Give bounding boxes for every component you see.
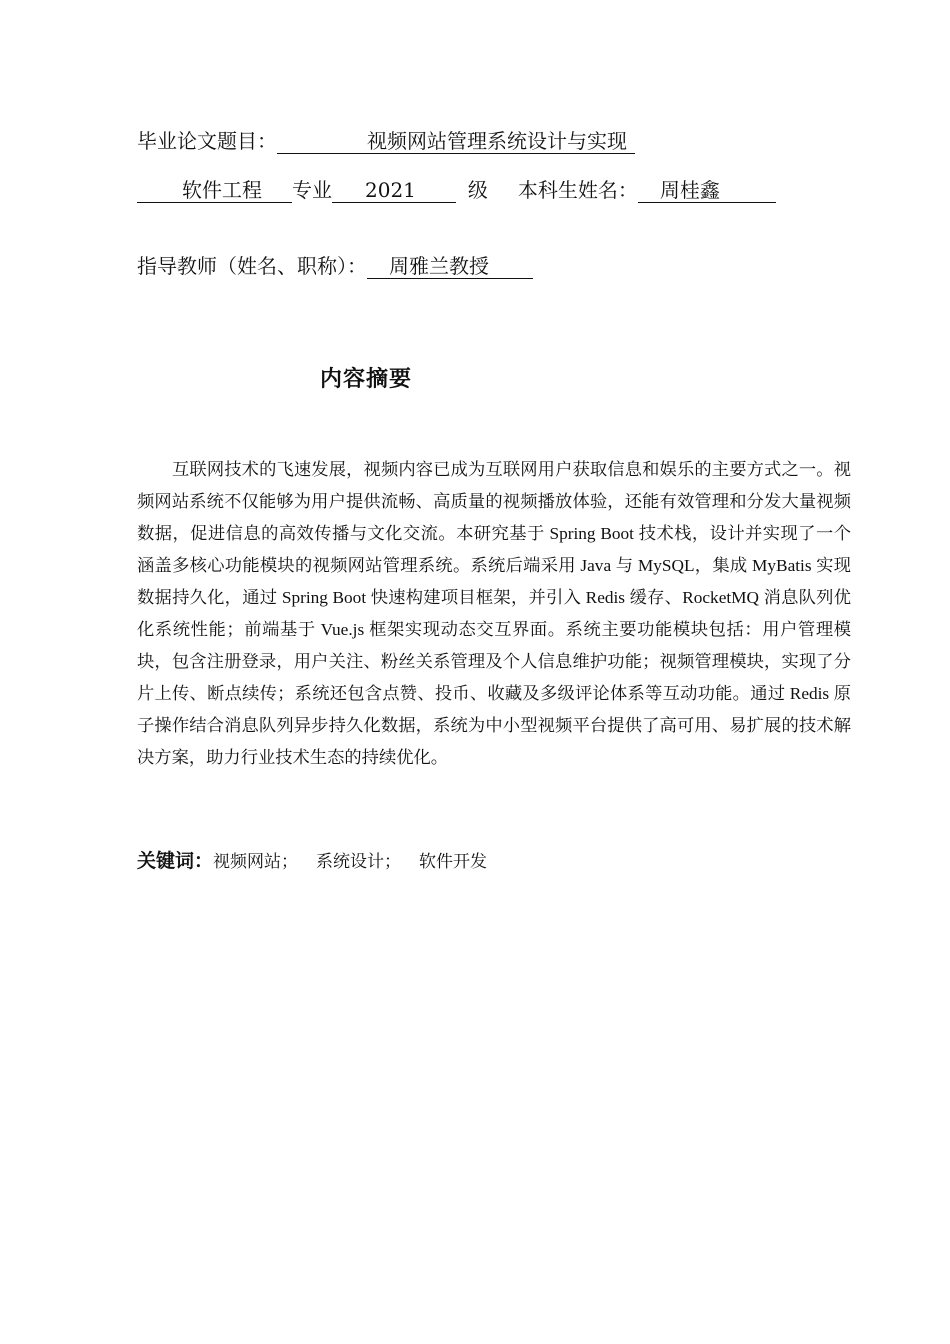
advisor-value: 周雅兰教授 [367,254,533,279]
student-name-value: 周桂鑫 [638,178,776,203]
major-value: 软件工程 [137,178,292,203]
abstract-body: 互联网技术的飞速发展，视频内容已成为互联网用户获取信息和娱乐的主要方式之一。视频网站系统不仅能够为用户提供流畅、高质量的视频播放体验，还能有效管理和分发大量视频数据，促进信息的高效传播与文化交流。本研究基于 Spring Boot 技术栈，设计并实现了一个涵盖多核心功能模块的视频网站管理系统。系统后端采用 Java 与 MySQL，集成 MyBatis 实现数据持久化，通过 Spring Boot 快速构建项目框架，并引入 Redis 缓存、RocketMQ 消息队列优化系统性能；前端基于 Vue.js 框架实现动态交互界面。系统主要功能模块包括：用户管理模块，包含注册登录，用户关注、粉丝关系管理及个人信息维护功能；视频管理模块，实现了分片上传、断点续传；系统还包含点赞、投币、收藏及多级评论体系等互动功能。通过 Redis 原子操作结合消息队列异步持久化数据，系统为中小型视频平台提供了高可用、易扩展的技术解决方案，助力行业技术生态的持续优化。 [137,460,851,767]
abstract-heading: 内容摘要 [320,367,413,392]
student-info-line [137,177,776,203]
thesis-title-label: 毕业论文题目： [137,129,277,153]
advisor-line [137,253,533,279]
advisor-label: 指导教师（姓名、职称）： [137,254,367,278]
keyword-item: 系统设计； [316,852,402,872]
keywords-line [137,847,487,876]
keyword-item: 软件开发 [419,852,488,872]
keyword-item: 视频网站； [213,852,299,872]
major-label: 专业 [292,178,332,202]
year-label: 级 [467,178,488,202]
thesis-title-value: 视频网站管理系统设计与实现 [277,129,635,154]
student-name-label: 本科生姓名： [517,178,638,202]
thesis-title-line [137,128,635,154]
keywords-label: 关键词： [137,850,214,872]
year-value: 2021 [332,178,456,203]
